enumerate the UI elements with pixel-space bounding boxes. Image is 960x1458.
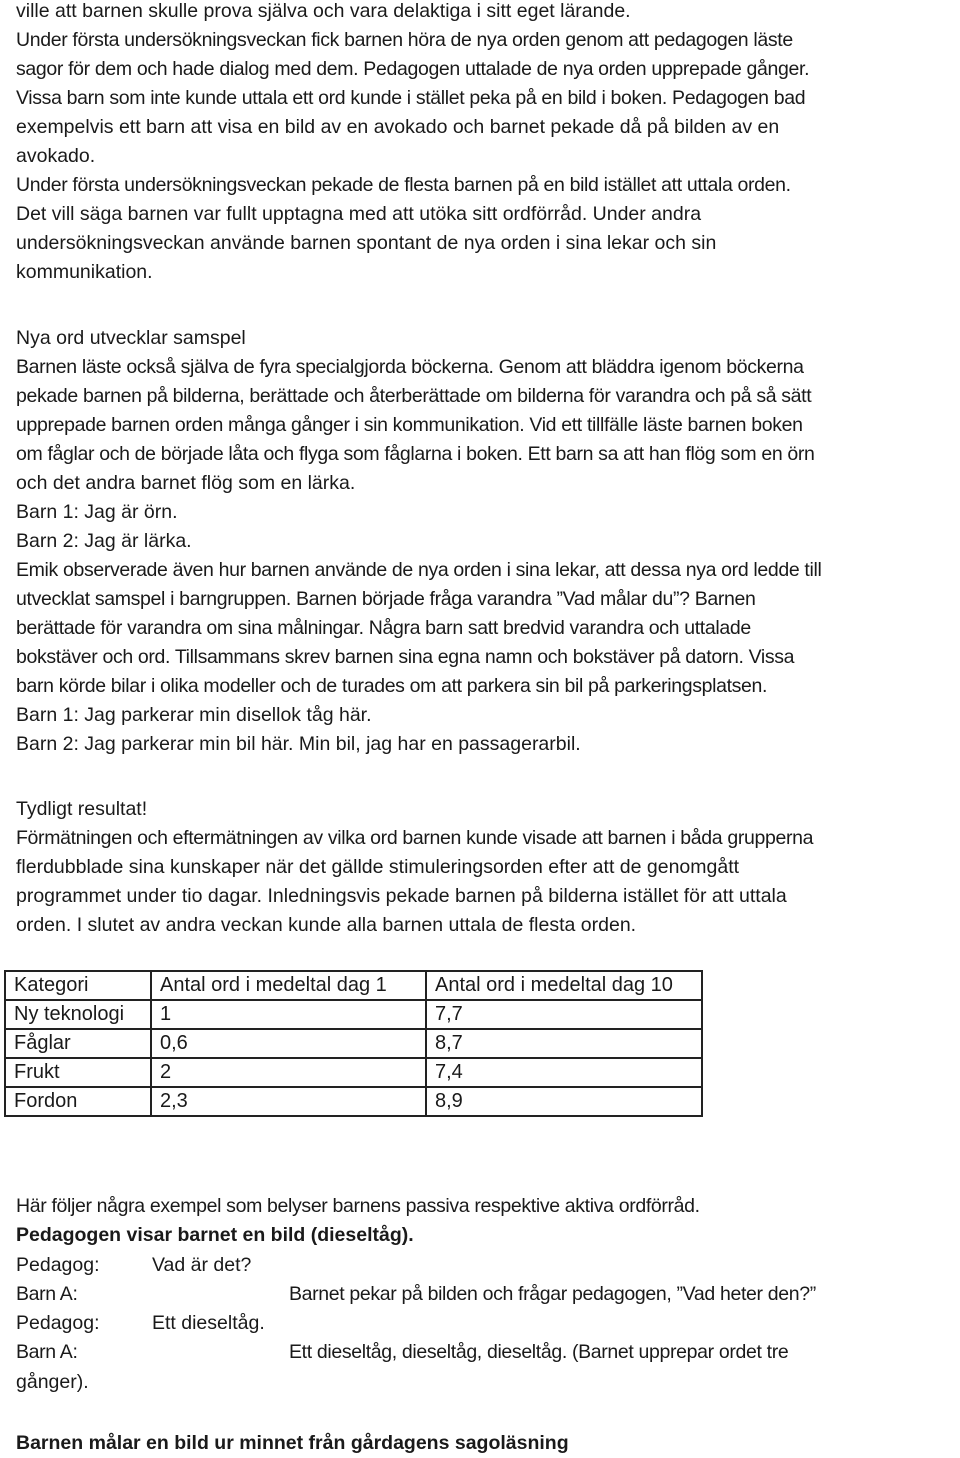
table-cell: Frukt (5, 1058, 151, 1087)
table-row (5, 1058, 702, 1087)
table-cell: 8,7 (426, 1029, 702, 1058)
text-line: Barn 2: Jag är lärka. (16, 530, 192, 552)
table-header-row (5, 971, 702, 1000)
text-line: Vissa barn som inte kunde uttala ett ord kunde i stället peka på en bild i boken. Pedagogen bad (16, 87, 806, 109)
text-line: sagor för dem och hade dialog med dem. Pedagogen uttalade de nya orden upprepade gånger. (16, 58, 810, 80)
dialogue-line (16, 1280, 956, 1309)
table-row (5, 1029, 702, 1058)
text-line: utvecklat samspel i barngruppen. Barnen började fråga varandra ”Vad målar du”? Barnen (16, 588, 756, 610)
text-line: gånger). (16, 1371, 89, 1393)
text-line: exempelvis ett barn att visa en bild av en avokado och barnet pekade då på bilden av en (16, 116, 780, 138)
text-line: Barn 2: Jag parkerar min bil här. Min bil, jag har en passagerarbil. (16, 733, 581, 755)
text-line: Under första undersökningsveckan pekade de flesta barnen på en bild istället att uttala orden. (16, 174, 791, 196)
text-line: och det andra barnet flög som en lärka. (16, 472, 356, 494)
table-cell: Fordon (5, 1087, 151, 1116)
dialogue-speaker: Barn A: (16, 1283, 78, 1305)
table-cell: 7,4 (426, 1058, 702, 1087)
table-cell: Fåglar (5, 1029, 151, 1058)
dialogue-text: Vad är det? (152, 1254, 252, 1276)
table-header-cell: Kategori (5, 971, 151, 1000)
results-table (4, 970, 703, 1117)
dialogue-line (16, 1251, 956, 1280)
table-header-cell: Antal ord i medeltal dag 1 (151, 971, 426, 1000)
table-cell: 2 (151, 1058, 426, 1087)
table-row (5, 1087, 702, 1116)
section-heading: Nya ord utvecklar samspel (16, 327, 246, 349)
bold-heading: Barnen målar en bild ur minnet från gårdagens sagoläsning (16, 1432, 569, 1454)
dialogue-speaker: Pedagog: (16, 1254, 100, 1276)
text-line: undersökningsveckan använde barnen spontant de nya orden i sina lekar och sin (16, 232, 717, 254)
table-cell: 8,9 (426, 1087, 702, 1116)
section-heading: Tydligt resultat! (16, 798, 148, 820)
text-line: orden. I slutet av andra veckan kunde alla barnen uttala de flesta orden. (16, 914, 637, 936)
bold-heading: Pedagogen visar barnet en bild (dieseltåg). (16, 1224, 414, 1246)
text-line: ville att barnen skulle prova själva och vara delaktiga i sitt eget lärande. (16, 0, 631, 22)
dialogue-speaker: Barn A: (16, 1341, 78, 1363)
text-line: berättade för varandra om sina målningar. Några barn satt bredvid varandra och uttalade (16, 617, 751, 639)
text-line: programmet under tio dagar. Inledningsvis pekade barnen på bilderna istället för att uttala (16, 885, 787, 907)
table-cell: 7,7 (426, 1000, 702, 1029)
dialogue-text: Ett dieseltåg, dieseltåg, dieseltåg. (Barnet upprepar ordet tre (289, 1341, 789, 1363)
dialogue-line (16, 1338, 956, 1367)
dialogue-line (16, 1309, 956, 1338)
text-line: upprepade barnen orden många gånger i sin kommunikation. Vid ett tillfälle läste barnen boken (16, 414, 803, 436)
text-line: flerdubblade sina kunskaper när det gällde stimuleringsorden efter att de genomgått (16, 856, 740, 878)
text-line: Under första undersökningsveckan fick barnen höra de nya orden genom att pedagogen läste (16, 29, 793, 51)
table-header-cell: Antal ord i medeltal dag 10 (426, 971, 702, 1000)
text-line: Emik observerade även hur barnen använde de nya orden i sina lekar, att dessa nya ord ledde till (16, 559, 822, 581)
text-line: bokstäver och ord. Tillsammans skrev barnen sina egna namn och bokstäver på datorn. Vissa (16, 646, 795, 668)
table-cell: 1 (151, 1000, 426, 1029)
text-line: Förmätningen och eftermätningen av vilka ord barnen kunde visade att barnen i båda grupperna (16, 827, 814, 849)
dialogue-text: Ett dieseltåg. (152, 1312, 265, 1334)
table-cell: 0,6 (151, 1029, 426, 1058)
text-line: kommunikation. (16, 261, 153, 283)
dialogue-speaker: Pedagog: (16, 1312, 100, 1334)
table-cell: Ny teknologi (5, 1000, 151, 1029)
table-row (5, 1000, 702, 1029)
dialogue-text: Barnet pekar på bilden och frågar pedagogen, ”Vad heter den?” (289, 1283, 816, 1305)
text-line: om fåglar och de började låta och flyga som fåglarna i boken. Ett barn sa att han flög som en örn (16, 443, 815, 465)
text-line: Det vill säga barnen var fullt upptagna med att utöka sitt ordförråd. Under andra (16, 203, 702, 225)
text-line: barn körde bilar i olika modeller och de turades om att parkera sin bil på parkeringsplatsen. (16, 675, 768, 697)
text-line: Här följer några exempel som belyser barnens passiva respektive aktiva ordförråd. (16, 1195, 700, 1217)
text-line: avokado. (16, 145, 96, 167)
table-cell: 2,3 (151, 1087, 426, 1116)
text-line: Barnen läste också själva de fyra specialgjorda böckerna. Genom att bläddra igenom böckerna (16, 356, 804, 378)
text-line: Barn 1: Jag är örn. (16, 501, 178, 523)
text-line: Barn 1: Jag parkerar min disellok tåg här. (16, 704, 372, 726)
text-line: pekade barnen på bilderna, berättade och återberättade om bilderna för varandra och på så sätt (16, 385, 812, 407)
